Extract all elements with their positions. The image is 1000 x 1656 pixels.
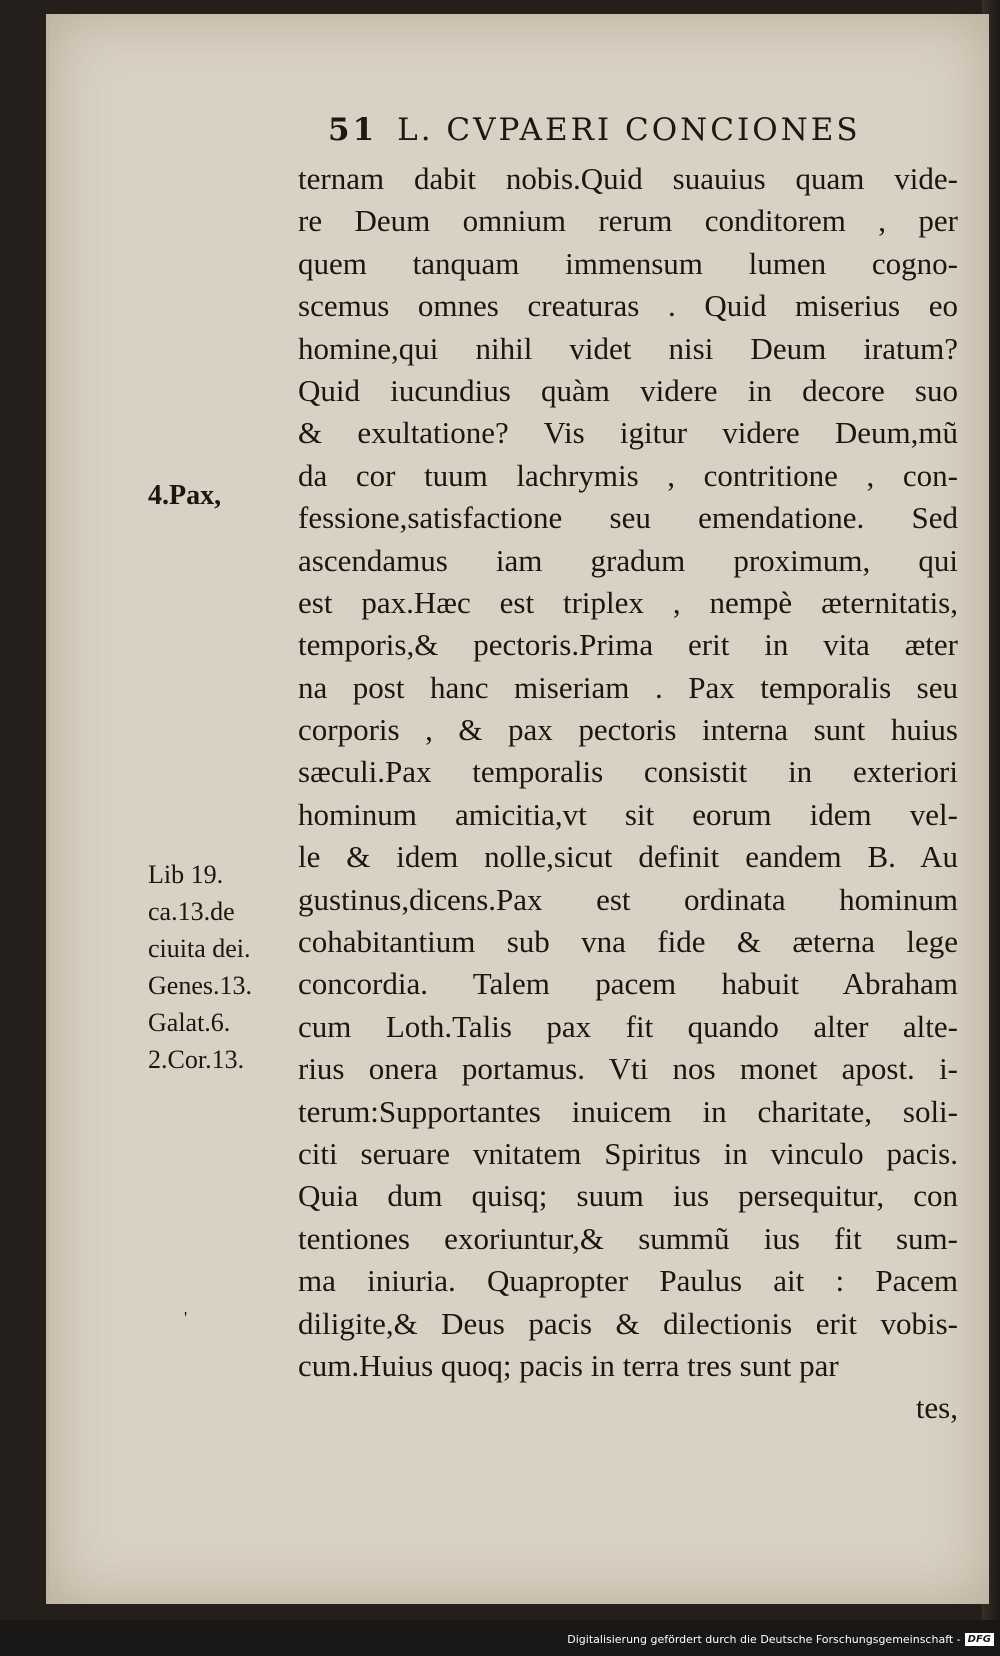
text-line: scemus omnes creaturas . Quid miserius eo bbox=[298, 288, 958, 324]
text-line: rius onera portamus. Vti nos monet apost. i- bbox=[298, 1051, 958, 1087]
body-text bbox=[298, 158, 958, 1430]
text-line: diligite,& Deus pacis & dilectionis erit vobis- bbox=[298, 1305, 958, 1341]
text-line: re Deum omnium rerum conditorem , per bbox=[298, 203, 958, 239]
text-line: ternam dabit nobis.Quid suauius quam vide- bbox=[298, 161, 958, 196]
digitization-footer bbox=[567, 1628, 994, 1650]
margin-reference: Genes.13. bbox=[148, 971, 252, 1000]
text-line: fessione,satisfactione seu emendatione. Sed bbox=[298, 500, 958, 536]
text-line: citi seruare vnitatem Spiritus in vinculo pacis. bbox=[298, 1135, 958, 1171]
text-line: ascendamus iam gradum proximum, qui bbox=[298, 542, 958, 578]
text-line: corporis , & pax pectoris interna sunt huius bbox=[298, 712, 958, 748]
margin-reference: Lib 19. bbox=[148, 860, 224, 889]
text-line: hominum amicitia,vt sit eorum idem vel- bbox=[298, 796, 958, 832]
catchword-line: tes, bbox=[915, 1390, 958, 1426]
text-line: & exultatione? Vis igitur videre Deum,mũ bbox=[298, 415, 958, 451]
text-line: Quid iucundius quàm videre in decore suo bbox=[298, 372, 958, 408]
text-line: homine,qui nihil videt nisi Deum iratum? bbox=[298, 330, 958, 366]
text-line: tentiones exoriuntur,& summũ ius fit sum- bbox=[298, 1220, 958, 1256]
text-line: cohabitantium sub vna fide & æterna lege bbox=[298, 924, 958, 960]
running-head bbox=[328, 112, 908, 148]
text-line: ma iniuria. Quapropter Paulus ait : Pacem bbox=[298, 1263, 958, 1299]
margin-reference: 2.Cor.13. bbox=[148, 1045, 245, 1074]
text-line: gustinus,dicens.Pax est ordinata hominum bbox=[298, 881, 958, 917]
margin-mark: ' bbox=[184, 1308, 188, 1328]
footer-text: Digitalisierung gefördert durch die Deutsche Forschungsgemeinschaft - bbox=[567, 1632, 961, 1646]
text-line: cum.Huius quoq; pacis in terra tres sunt par bbox=[298, 1347, 839, 1383]
text-line: da cor tuum lachrymis , contritione , con- bbox=[298, 457, 958, 493]
text-line: terum:Supportantes inuicem in charitate, soli- bbox=[298, 1093, 958, 1129]
text-line: temporis,& pectoris.Prima erit in vita æter bbox=[298, 627, 958, 663]
text-line: cum Loth.Talis pax fit quando alter alte- bbox=[298, 1008, 958, 1044]
margin-note-pax: 4.Pax, bbox=[148, 480, 222, 511]
running-title: L. CVPAERI CONCIONES bbox=[397, 112, 861, 148]
dfg-logo: DFG bbox=[965, 1633, 994, 1646]
margin-references bbox=[148, 856, 252, 1078]
text-line: concordia. Talem pacem habuit Abraham bbox=[298, 966, 958, 1002]
text-line: quem tanquam immensum lumen cogno- bbox=[298, 245, 958, 281]
margin-reference: ciuita dei. bbox=[148, 934, 251, 963]
margin-reference: Galat.6. bbox=[148, 1008, 231, 1037]
text-line: Quia dum quisq; suum ius persequitur, con bbox=[298, 1178, 958, 1214]
text-line: est pax.Hæc est triplex , nempè æternitatis, bbox=[298, 584, 958, 620]
text-line: na post hanc miseriam . Pax temporalis seu bbox=[298, 669, 958, 705]
text-line: le & idem nolle,sicut definit eandem B. Au bbox=[298, 839, 958, 875]
margin-reference: ca.13.de bbox=[148, 897, 235, 926]
text-line: sæculi.Pax temporalis consistit in exteriori bbox=[298, 754, 958, 790]
page-number: 51 bbox=[328, 112, 378, 148]
